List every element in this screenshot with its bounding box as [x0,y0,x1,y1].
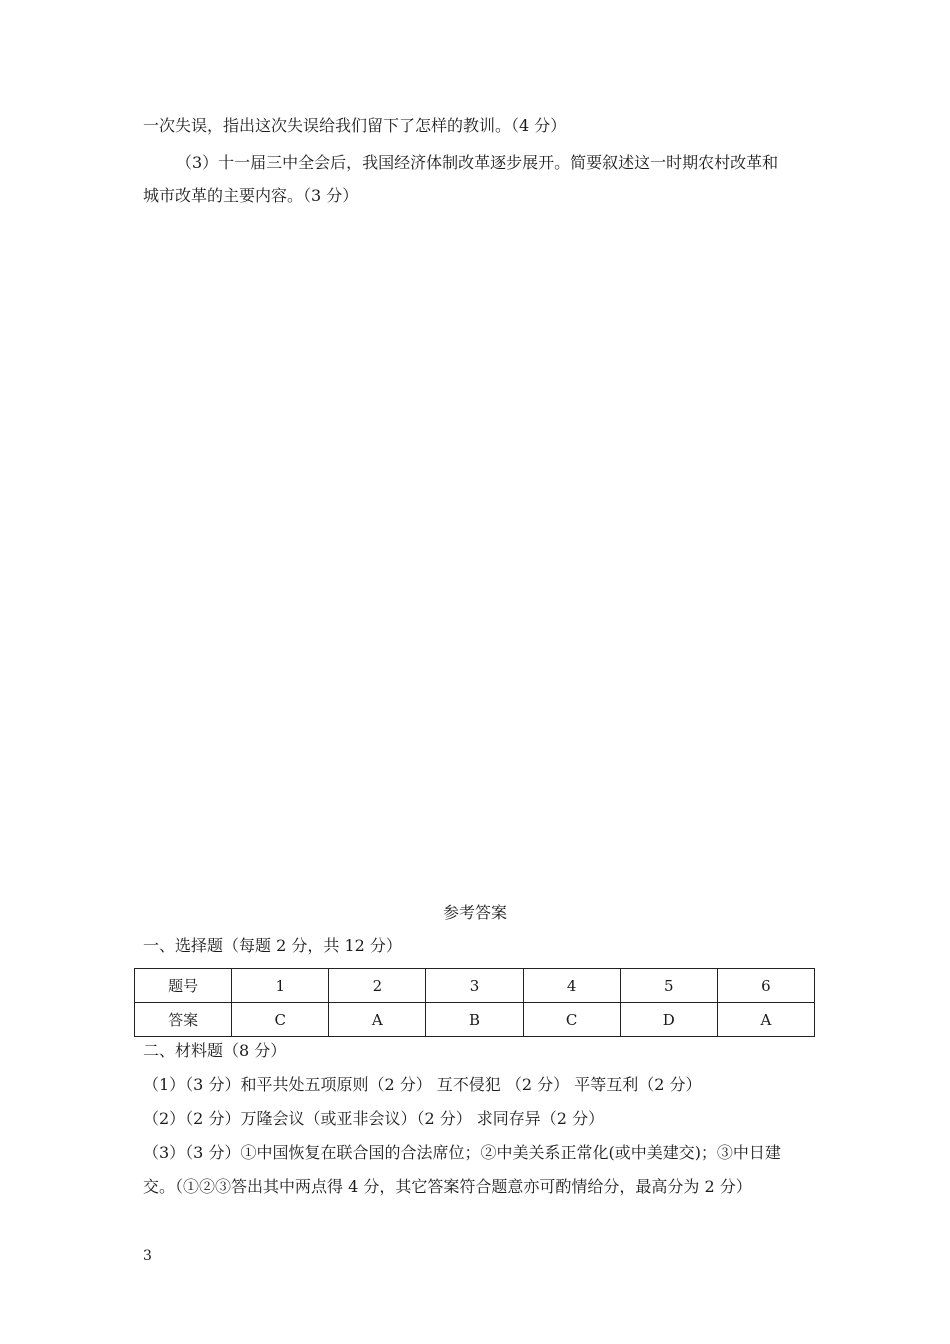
table-cell: 4 [523,969,620,1003]
table-cell: 题号 [135,969,232,1003]
table-cell: A [717,1003,814,1037]
question-3-line-2: 城市改革的主要内容。（3 分） [143,186,359,205]
question-3-line-1: （3）十一届三中全会后，我国经济体制改革逐步展开。简要叙述这一时期农村改革和 [176,153,779,172]
table-cell: 6 [717,969,814,1003]
table-cell: B [426,1003,523,1037]
answer-item-3: （3）（3 分）①中国恢复在联合国的合法席位；②中美关系正常化(或中美建交)；③中日建 [143,1143,781,1162]
answer-table [134,968,815,1037]
table-cell: D [620,1003,717,1037]
page-number: 3 [143,1248,152,1264]
answer-item-1: （1）（3 分）和平共处五项原则（2 分） 互不侵犯 （2 分） 平等互利（2 分） [143,1075,702,1094]
table-cell: 3 [426,969,523,1003]
table-cell: 1 [232,969,329,1003]
table-cell: 2 [329,969,426,1003]
table-cell: C [232,1003,329,1037]
question-2-continuation: 一次失误，指出这次失误给我们留下了怎样的教训。（4 分） [143,116,567,135]
table-cell: C [523,1003,620,1037]
table-row [135,969,815,1003]
answer-item-3-cont: 交。（①②③答出其中两点得 4 分，其它答案符合题意亦可酌情给分，最高分为 2 分） [143,1177,752,1196]
section-1-heading: 一、选择题（每题 2 分，共 12 分） [143,936,402,955]
answers-title: 参考答案 [442,903,507,922]
table-cell: 5 [620,969,717,1003]
table-cell: A [329,1003,426,1037]
table-cell: 答案 [135,1003,232,1037]
section-2-heading: 二、材料题（8 分） [143,1041,287,1060]
answer-item-2: （2）（2 分）万隆会议（或亚非会议）（2 分） 求同存异（2 分） [143,1109,605,1128]
table-row [135,1003,815,1037]
